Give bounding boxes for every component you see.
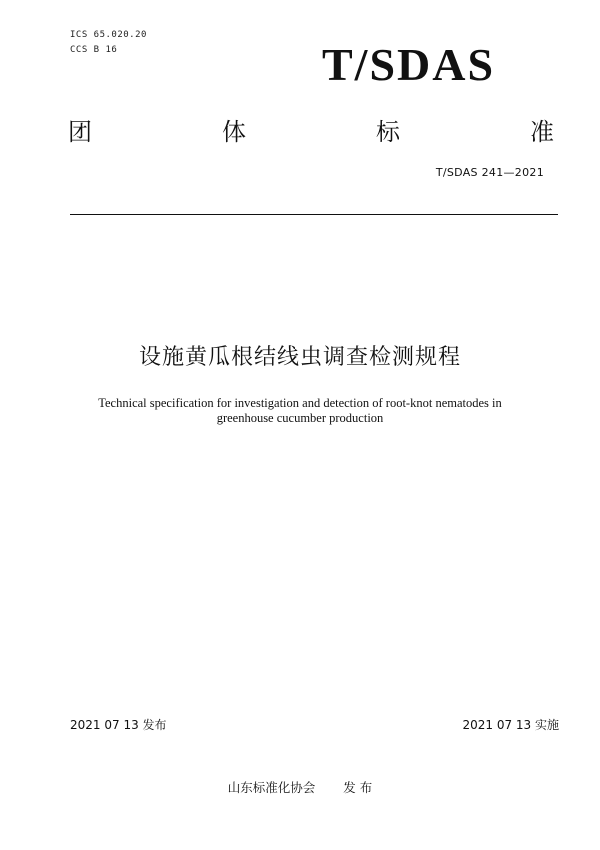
- title-english: [60, 396, 540, 426]
- implementation-date: 2021 07 13 实施: [462, 718, 559, 732]
- title-chinese: 设施黄瓜根结线虫调查检测规程: [138, 345, 461, 370]
- title-english-line: Technical specification for investigation and detection of root-knot nematodes in: [98, 396, 502, 410]
- publish-label: 发 布: [343, 780, 373, 795]
- publisher-name: 山东标准化协会: [227, 780, 316, 795]
- document-type-char: 体: [222, 118, 246, 146]
- publisher-line: [0, 778, 600, 796]
- ccs-code: CCS B 16: [70, 45, 118, 55]
- document-type-char: 团: [68, 118, 92, 146]
- header-divider: [70, 214, 558, 215]
- ics-code: ICS 65.020.20: [70, 30, 147, 40]
- standard-logo: T/SDAS: [322, 39, 496, 90]
- document-type: [68, 118, 554, 146]
- document-type-char: 标: [376, 118, 400, 146]
- issue-date: 2021 07 13 发布: [70, 718, 167, 732]
- standard-number: T/SDAS 241—2021: [435, 166, 544, 179]
- document-type-char: 准: [530, 118, 554, 146]
- title-english-line: greenhouse cucumber production: [216, 411, 384, 425]
